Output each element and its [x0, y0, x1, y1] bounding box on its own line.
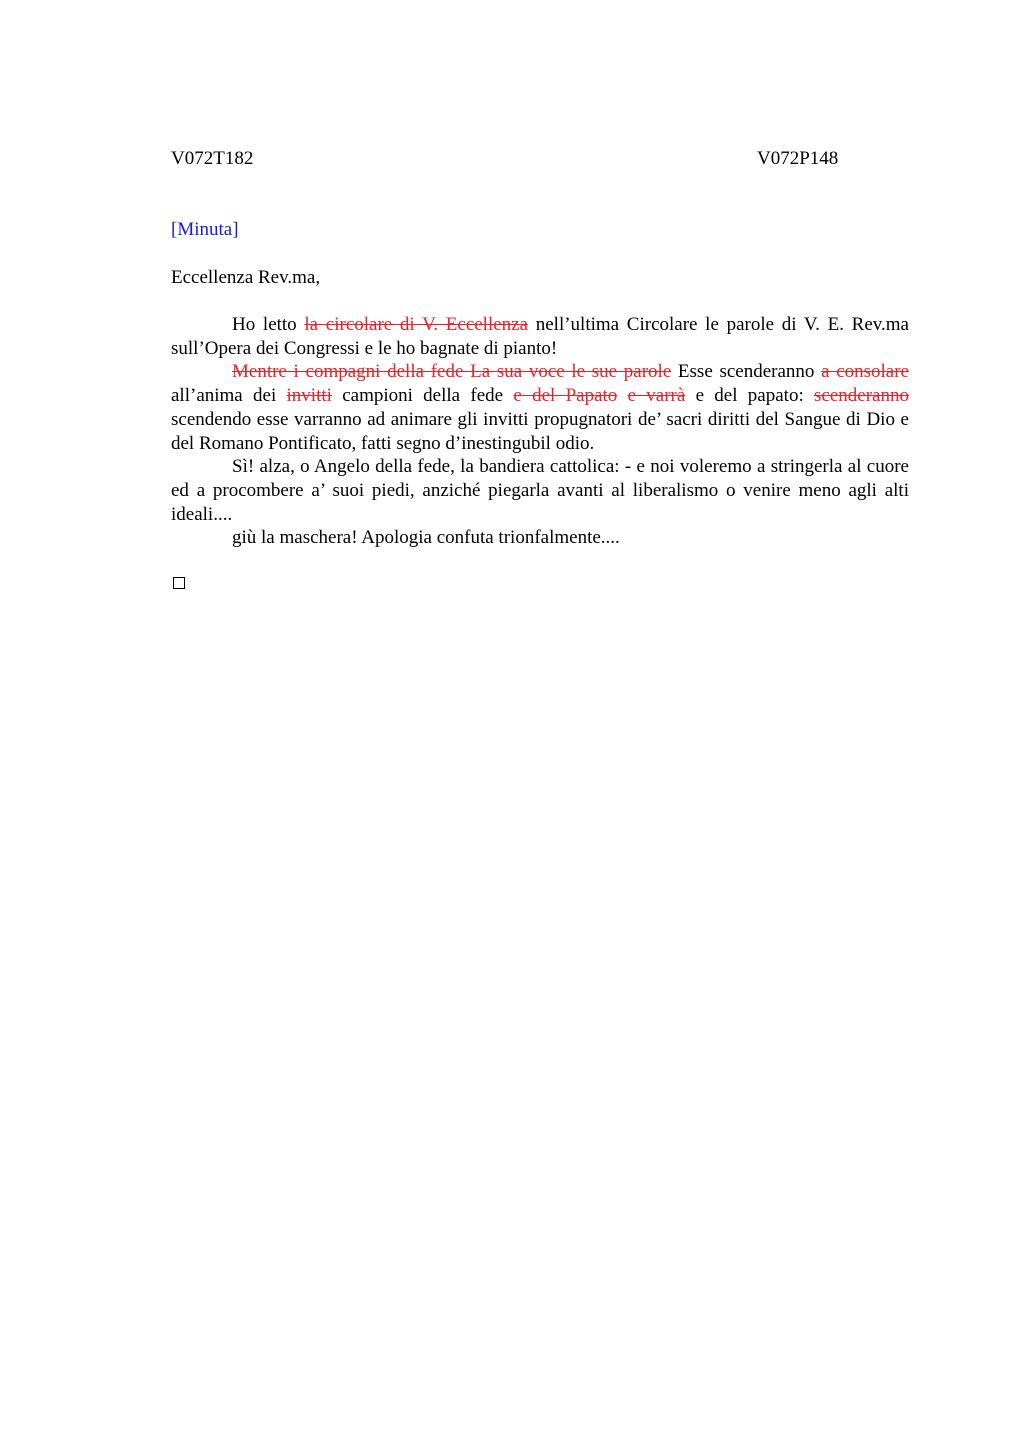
document-code-left: V072T182 — [171, 148, 254, 169]
page-code-right: V072P148 — [757, 148, 839, 169]
deleted-text: scenderanno — [814, 385, 909, 407]
paragraph-2 — [171, 360, 909, 455]
text-segment: all’anima dei — [171, 385, 287, 407]
letter-body — [171, 313, 909, 550]
text-segment — [617, 385, 627, 406]
text-segment: e del papato: — [685, 385, 815, 407]
minuta-label: [Minuta] — [171, 219, 239, 240]
text-segment: Sì! alza, o Angelo della fede, la bandiera cattolica: - e noi voleremo a stringerla al cuore ed a procombere a’ suoi piedi, anziché piegarla avanti al liberalismo o venire meno agli alti ideali.... — [171, 456, 909, 525]
paragraph-4 — [171, 526, 909, 550]
text-segment: campioni della fede — [331, 385, 514, 407]
text-segment: nell’ultima Circolare le parole di V. E. Rev.ma sull’Opera dei Congressi e le ho bagnate di pianto! — [171, 314, 909, 359]
deleted-text: Mentre i compagni della fede La sua voce le sue parole — [232, 361, 672, 383]
text-segment: scendendo esse varranno ad animare gli invitti propugnatori de’ sacri diritti del Sangue di Dio e del Romano Pontificato, fatti segno d’inestingubil odio. — [171, 408, 909, 454]
text-segment: Esse scenderanno — [671, 361, 822, 383]
deleted-text: a consolare — [821, 361, 909, 383]
deleted-text: la circolare di V. Eccellenza — [304, 314, 529, 335]
deleted-text: e del Papato — [513, 385, 618, 407]
deleted-text: invitti — [286, 385, 332, 407]
paragraph-3 — [171, 455, 909, 526]
salutation: Eccellenza Rev.ma, — [171, 267, 321, 288]
deleted-text: e varrà — [627, 385, 686, 407]
empty-square-icon — [173, 577, 185, 589]
text-segment: Ho letto — [232, 314, 305, 335]
text-segment: giù la maschera! Apologia confuta trionfalmente.... — [232, 527, 620, 549]
paragraph-1 — [171, 313, 909, 360]
